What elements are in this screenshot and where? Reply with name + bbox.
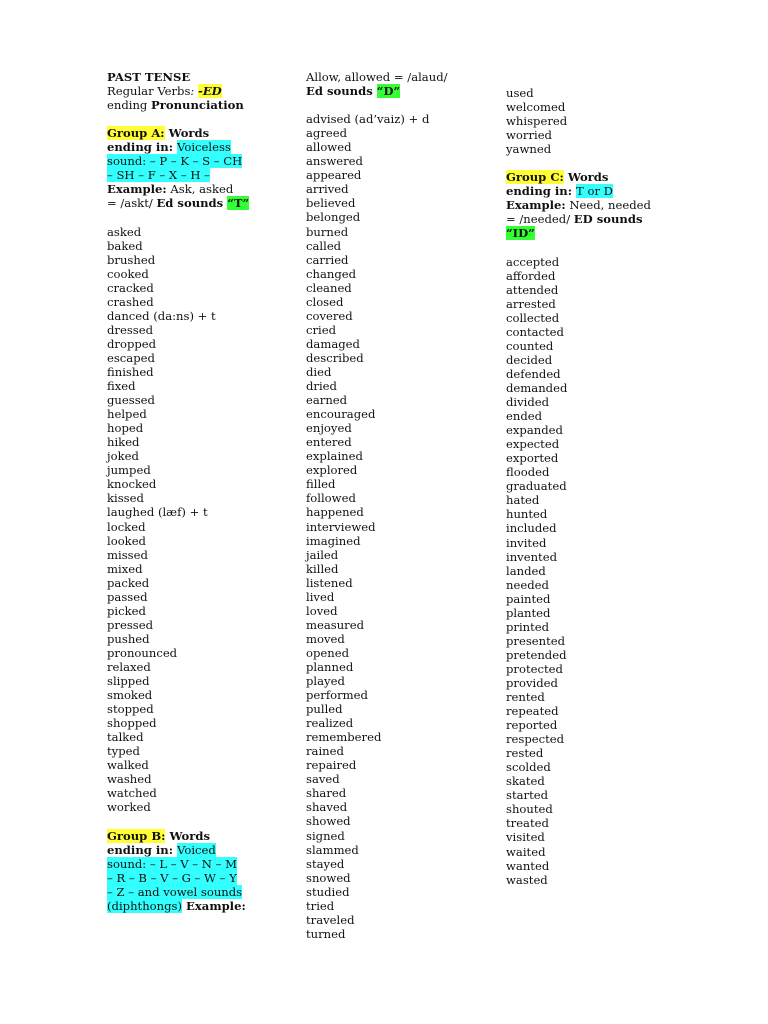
- word-item: helped: [107, 407, 147, 422]
- intro-line-2: [107, 98, 282, 112]
- group-c-example: [506, 198, 681, 212]
- word-item: dried: [306, 379, 337, 394]
- word-item: invited: [506, 535, 547, 550]
- word-item: arrested: [506, 296, 556, 311]
- word-item: shaved: [306, 800, 348, 815]
- group-a-example2-text: = /askt/: [107, 196, 157, 211]
- column-group-c: [506, 86, 681, 887]
- word-item: imagined: [306, 533, 361, 548]
- group-c-word-list: [506, 255, 681, 887]
- word-item: traveled: [306, 912, 355, 927]
- word-item: demanded: [506, 380, 568, 395]
- word-item: ended: [506, 409, 543, 424]
- group-c-ending: [506, 184, 681, 198]
- intro-pronunciation: Pronunciation: [151, 98, 244, 113]
- word-item: finished: [107, 364, 154, 379]
- word-item: dressed: [107, 322, 154, 337]
- word-item: remembered: [306, 730, 382, 745]
- word-item: waited: [506, 844, 546, 859]
- word-item: smoked: [107, 688, 153, 703]
- group-a-label: Group A:: [107, 126, 165, 141]
- word-item: accepted: [506, 254, 560, 269]
- word-item: wasted: [506, 872, 548, 887]
- group-b-ending-label: ending in:: [107, 842, 178, 857]
- word-item: cracked: [107, 280, 154, 295]
- word-item: flooded: [506, 465, 550, 480]
- word-item: needed: [506, 577, 549, 592]
- group-c-example-text: Need, needed: [565, 198, 651, 213]
- word-item: missed: [107, 547, 148, 562]
- word-item: collected: [506, 310, 560, 325]
- word-item: afforded: [506, 268, 556, 283]
- word-item: wanted: [506, 858, 550, 873]
- word-item: shopped: [107, 716, 157, 731]
- intro-line-1: [107, 84, 282, 98]
- word-item: guessed: [107, 393, 155, 408]
- word-item: attended: [506, 282, 559, 297]
- word-item: rented: [506, 690, 545, 705]
- word-item: invented: [506, 549, 557, 564]
- word-item: hoped: [107, 421, 144, 436]
- group-a-sound-line-3: [107, 168, 282, 182]
- word-item: damaged: [306, 336, 360, 351]
- word-item: cried: [306, 322, 337, 337]
- intro-ending-text: ending: [107, 98, 152, 113]
- word-item: planted: [506, 605, 551, 620]
- word-item: asked: [107, 224, 142, 239]
- group-a-ending: [107, 140, 282, 154]
- word-item: joked: [107, 449, 139, 464]
- word-item: planned: [306, 659, 354, 674]
- word-item: relaxed: [107, 659, 151, 674]
- word-item: counted: [506, 338, 554, 353]
- word-item: showed: [306, 814, 351, 829]
- word-item: knocked: [107, 477, 157, 492]
- group-a-sound-2: sound: – P – K – S – CH: [107, 154, 243, 169]
- word-item: treated: [506, 816, 549, 831]
- word-item: hunted: [506, 507, 548, 522]
- group-b-word-list-continued: [506, 86, 681, 156]
- word-item: closed: [306, 294, 344, 309]
- word-item: mixed: [107, 561, 143, 576]
- word-item: listened: [306, 575, 353, 590]
- group-c-example-3: [506, 226, 681, 240]
- group-a-t-highlight: “T”: [227, 196, 250, 211]
- word-item: typed: [107, 744, 140, 759]
- group-b-sound-line-2: [107, 857, 282, 871]
- word-item: baked: [107, 238, 143, 253]
- word-item: stayed: [306, 856, 345, 871]
- word-item: lived: [306, 589, 335, 604]
- word-item: moved: [306, 631, 345, 646]
- intro-text: Regular Verbs: [107, 84, 191, 99]
- group-a-example-2: [107, 196, 282, 210]
- group-b-words: Words: [165, 828, 210, 843]
- group-c-ending-label: ending in:: [506, 184, 577, 199]
- word-item: covered: [306, 308, 353, 323]
- word-item: measured: [306, 617, 365, 632]
- group-c-heading: [506, 170, 681, 184]
- column-group-a: [107, 70, 282, 913]
- word-item: slipped: [107, 674, 150, 689]
- group-c-ed-sounds: ED sounds: [573, 212, 643, 227]
- word-item: landed: [506, 563, 546, 578]
- word-item: killed: [306, 561, 339, 576]
- word-item: danced (da:ns) + t: [107, 308, 216, 323]
- group-b-ed-line: [306, 84, 496, 98]
- word-item: appeared: [306, 168, 362, 183]
- word-item: scolded: [506, 760, 551, 775]
- group-a-word-list: [107, 225, 282, 815]
- group-b-sound-1: Voiced: [177, 842, 216, 857]
- word-item: slammed: [306, 842, 359, 857]
- word-item: cooked: [107, 266, 149, 281]
- group-a-example-label: Example:: [107, 182, 167, 197]
- group-b-sound-2: sound: – L – V – N – M: [107, 856, 237, 871]
- word-item: divided: [506, 395, 550, 410]
- word-item: earned: [306, 393, 348, 408]
- word-item: shouted: [506, 802, 553, 817]
- word-item: explained: [306, 449, 363, 464]
- word-item: repeated: [506, 704, 559, 719]
- group-b-ending: [107, 843, 282, 857]
- word-item: painted: [506, 591, 551, 606]
- word-item: rained: [306, 744, 344, 759]
- word-item: called: [306, 238, 342, 253]
- word-item: kissed: [107, 491, 144, 506]
- spacer: [107, 112, 282, 126]
- word-item: passed: [107, 589, 148, 604]
- spacer: [506, 241, 681, 255]
- allow-example: Allow, allowed = /alaud/: [306, 70, 448, 84]
- word-item: decided: [506, 352, 553, 367]
- word-item: shared: [306, 786, 347, 801]
- word-item: washed: [107, 772, 152, 787]
- word-item: hated: [506, 493, 540, 508]
- word-item: defended: [506, 366, 561, 381]
- word-item: presented: [506, 633, 566, 648]
- word-item: opened: [306, 645, 350, 660]
- word-item: whispered: [506, 114, 568, 129]
- word-item: agreed: [306, 126, 348, 141]
- group-c-words: Words: [563, 170, 609, 185]
- group-a-example-text: Ask, asked: [166, 182, 234, 197]
- group-c-example-label: Example:: [506, 198, 566, 213]
- word-item: printed: [506, 619, 550, 634]
- spacer: [506, 156, 681, 170]
- word-item: performed: [306, 688, 368, 703]
- word-item: started: [506, 788, 549, 803]
- word-item: pushed: [107, 631, 150, 646]
- group-a-ending-label: ending in:: [107, 140, 178, 155]
- word-item: looked: [107, 533, 146, 548]
- word-item: loved: [306, 603, 338, 618]
- word-item: welcomed: [506, 100, 566, 115]
- spacer: [107, 814, 282, 828]
- group-a-heading: [107, 126, 282, 140]
- word-item: hiked: [107, 435, 140, 450]
- word-item: watched: [107, 786, 157, 801]
- group-c-id-highlight: “ID”: [506, 226, 535, 241]
- word-item: escaped: [107, 350, 155, 365]
- group-c-example-2: [506, 212, 681, 226]
- word-item: believed: [306, 196, 356, 211]
- spacer: [107, 210, 282, 224]
- word-item: saved: [306, 772, 340, 787]
- ed-highlight: -ED: [198, 84, 222, 99]
- word-item: entered: [306, 435, 352, 450]
- word-item: locked: [107, 519, 146, 534]
- group-b-sound-4: – Z – and vowel sounds: [107, 884, 243, 899]
- word-item: reported: [506, 718, 558, 733]
- word-item: expected: [506, 437, 560, 452]
- intro-colon: :: [190, 84, 199, 99]
- group-a-example: [107, 182, 282, 196]
- word-item: snowed: [306, 870, 351, 885]
- group-b-label: Group B:: [107, 828, 166, 843]
- word-item: tried: [306, 898, 335, 913]
- word-item: pulled: [306, 702, 343, 717]
- word-item: picked: [107, 603, 146, 618]
- group-a-sound-1: Voiceless: [177, 140, 231, 155]
- group-c-sound: T or D: [576, 184, 613, 199]
- column-group-b: [306, 70, 496, 941]
- word-item: talked: [107, 730, 144, 745]
- word-item: exported: [506, 451, 559, 466]
- word-item: laughed (læf) + t: [107, 505, 208, 520]
- word-item: packed: [107, 575, 150, 590]
- word-item: worked: [107, 800, 151, 815]
- group-b-ed-sounds: Ed sounds: [306, 84, 377, 99]
- word-item: contacted: [506, 324, 564, 339]
- group-a-sound-3: – SH – F – X – H –: [107, 168, 210, 183]
- word-item: rested: [506, 746, 544, 761]
- word-item: repaired: [306, 758, 357, 773]
- group-b-sound-line-4: [107, 885, 282, 899]
- word-item: answered: [306, 154, 363, 169]
- word-item: jumped: [107, 463, 151, 478]
- word-item: walked: [107, 758, 149, 773]
- word-item: expanded: [506, 423, 563, 438]
- word-item: skated: [506, 774, 545, 789]
- word-item: explored: [306, 463, 358, 478]
- word-item: realized: [306, 716, 354, 731]
- word-item: carried: [306, 252, 349, 267]
- group-b-sound-3: – R – B – V – G – W – Y: [107, 870, 237, 885]
- group-b-example-label: Example:: [182, 898, 246, 913]
- word-item: followed: [306, 491, 356, 506]
- group-b-heading: [107, 829, 282, 843]
- word-item: yawned: [506, 142, 552, 157]
- word-item: died: [306, 364, 332, 379]
- word-item: happened: [306, 505, 364, 520]
- word-item: enjoyed: [306, 421, 352, 436]
- word-item: turned: [306, 926, 346, 941]
- word-item: changed: [306, 266, 357, 281]
- group-c-example2-text: = /needed/: [506, 212, 574, 227]
- group-a-ed-sounds: Ed sounds: [156, 196, 228, 211]
- word-item: included: [506, 521, 557, 536]
- word-item: pronounced: [107, 645, 178, 660]
- spacer: [306, 98, 496, 112]
- word-item: pretended: [506, 647, 567, 662]
- word-item: advised (ad’vaiz) + d: [306, 112, 430, 127]
- group-b-d-highlight: “D”: [376, 84, 401, 99]
- group-b-sound-line-5: [107, 899, 282, 913]
- word-item: burned: [306, 224, 349, 239]
- word-item: dropped: [107, 336, 157, 351]
- word-item: filled: [306, 477, 336, 492]
- document-title: PAST TENSE: [107, 70, 191, 84]
- word-item: used: [506, 86, 534, 100]
- word-item: provided: [506, 675, 558, 690]
- group-c-label: Group C:: [506, 170, 564, 185]
- group-b-sound-line-3: [107, 871, 282, 885]
- group-a-sound-line-2: [107, 154, 282, 168]
- word-item: worried: [506, 128, 552, 143]
- word-item: described: [306, 350, 364, 365]
- word-item: crashed: [107, 294, 154, 309]
- group-a-words: Words: [164, 126, 210, 141]
- word-item: fixed: [107, 379, 136, 394]
- word-item: pressed: [107, 617, 154, 632]
- word-item: respected: [506, 732, 565, 747]
- word-item: brushed: [107, 252, 156, 267]
- word-item: interviewed: [306, 519, 376, 534]
- word-item: visited: [506, 830, 545, 845]
- word-item: belonged: [306, 210, 361, 225]
- word-item: cleaned: [306, 280, 352, 295]
- group-b-word-list: [306, 112, 496, 941]
- word-item: studied: [306, 884, 350, 899]
- word-item: allowed: [306, 140, 352, 155]
- word-item: played: [306, 674, 345, 689]
- word-item: encouraged: [306, 407, 376, 422]
- word-item: protected: [506, 661, 563, 676]
- word-item: stopped: [107, 702, 154, 717]
- word-item: jailed: [306, 547, 339, 562]
- group-b-sound-5: (diphthongs): [107, 898, 183, 913]
- word-item: graduated: [506, 479, 567, 494]
- word-item: arrived: [306, 182, 349, 197]
- word-item: signed: [306, 828, 345, 843]
